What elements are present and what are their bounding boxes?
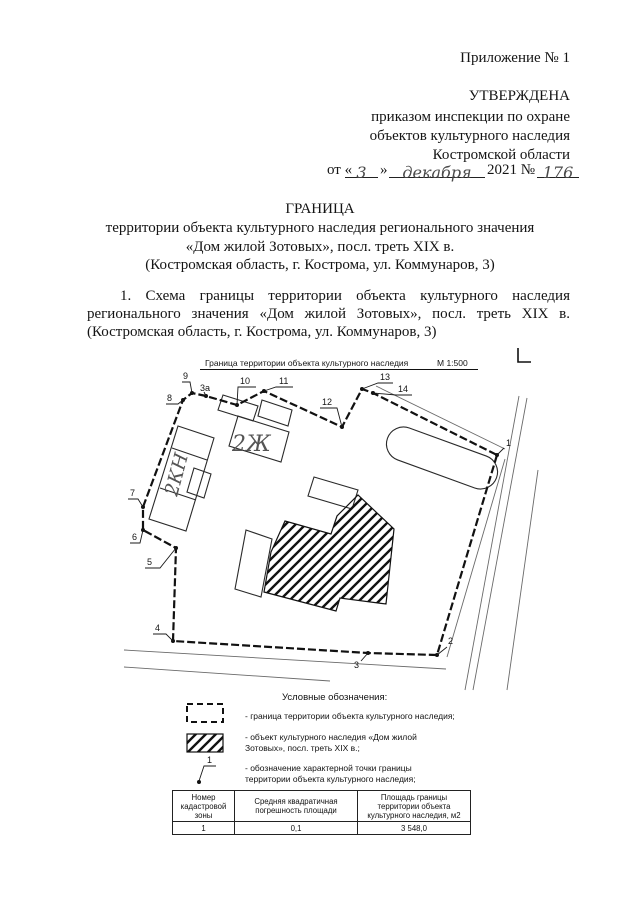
boundary-point-icon-dot: [197, 780, 201, 784]
point-label-13: 13: [380, 372, 391, 382]
date-close-quote: »: [380, 162, 388, 178]
heritage-territory-boundary: [143, 389, 497, 655]
point-label-11: 11: [279, 376, 289, 386]
legend-item-point-line-2: территории объекта культурного наследия;: [245, 773, 416, 784]
leader-4: [153, 634, 173, 641]
point-label-9: 9: [183, 371, 189, 381]
leader-11: [264, 387, 293, 391]
building-label-2kn: 2КН: [160, 450, 194, 499]
area-table: [172, 790, 471, 835]
cell-area-error: 0,1: [235, 822, 358, 835]
legend-item-boundary: - граница территории объекта культурного наследия;: [245, 711, 455, 721]
leader-3: [361, 653, 368, 661]
cell-zone-number: 1: [173, 822, 235, 835]
point-label-8: 8: [167, 393, 173, 403]
leader-13: [362, 383, 393, 389]
hatched-object-icon: [187, 734, 223, 752]
leader-7: [128, 499, 143, 507]
heritage-object-hatched: [264, 495, 394, 611]
date-prefix: от «: [327, 162, 353, 178]
map-scale: М 1:500: [437, 358, 468, 368]
section-1-line-3: (Костромская область, г. Кострома, ул. Коммунаров, 3): [87, 324, 437, 340]
dashed-boundary-icon: [187, 704, 223, 722]
boundary-point-icon: [197, 755, 216, 784]
order-line-1: приказом инспекции по охране: [371, 109, 570, 125]
driveway-loop: [382, 422, 503, 494]
legend-heading: Условные обозначения:: [282, 692, 388, 703]
appendix-label: Приложение № 1: [460, 50, 570, 66]
table-row: [173, 822, 471, 835]
building-annex: [187, 468, 211, 498]
table-header-row: [173, 791, 471, 822]
approval-heading: УТВЕРЖДЕНА: [468, 88, 570, 104]
point-label-10: 10: [240, 376, 251, 386]
point-label-7: 7: [130, 488, 136, 498]
map-title: Граница территории объекта культурного наследия: [205, 358, 409, 368]
point-label-12: 12: [322, 397, 333, 407]
point-labels: [130, 371, 511, 670]
order-line-3: Костромской области: [432, 147, 570, 163]
boundary-point-icon-label: 1: [207, 755, 213, 765]
date-year-number-label: 2021 №: [487, 162, 536, 178]
document-title: ГРАНИЦА: [285, 201, 355, 217]
header-area: Площадь границы территории объекта культурного наследия, м2: [358, 791, 471, 822]
date-day-handwritten: 3: [356, 163, 367, 182]
point-label-4: 4: [155, 623, 161, 633]
header-area-error: Средняя квадратичная погрешность площади: [235, 791, 358, 822]
header-zone-number: Номер кадастровой зоны: [173, 791, 235, 822]
point-label-14: 14: [398, 384, 409, 394]
legend-item-object-line-2: Зотовых», посл. треть XIX в.;: [245, 742, 360, 753]
boundary-points: [141, 387, 499, 657]
title-line-3: (Костромская область, г. Кострома, ул. Коммунаров, 3): [145, 257, 495, 273]
leader-9: [182, 382, 192, 393]
point-label-5: 5: [147, 557, 153, 567]
title-line-1: территории объекта культурного наследия регионального значения: [105, 220, 535, 236]
legend-item-point-line-1: - обозначение характерной точки границы: [245, 763, 412, 773]
grid-corner-mark: [518, 348, 531, 362]
legend-item-object-line-1: - объект культурного наследия «Дом жилой: [245, 732, 417, 742]
point-label-1: 1: [506, 438, 512, 448]
street-line: [124, 667, 330, 681]
leader-1: [497, 448, 504, 455]
cell-area: 3 548,0: [358, 822, 471, 835]
point-label-3a: 3а: [200, 383, 211, 393]
building-label-2zh: 2Ж: [232, 432, 271, 457]
boundary-point-icon-leader: [199, 766, 216, 781]
date-month-handwritten: декабря: [402, 163, 472, 182]
point-label-3: 3: [354, 660, 360, 670]
building-shed: [258, 400, 292, 426]
road-edge-line: [507, 470, 538, 690]
point-label-6: 6: [132, 532, 138, 542]
title-line-2: «Дом жилой Зотовых», посл. треть XIX в.: [185, 239, 455, 255]
order-line-2: объектов культурного наследия: [369, 128, 570, 144]
road-edge-line: [473, 398, 527, 690]
section-1-line-1: 1. Схема границы территории объекта культурного наследия: [120, 288, 570, 304]
point-label-2: 2: [448, 636, 454, 646]
buildings: [149, 395, 502, 611]
section-1-line-2: регионального значения «Дом жилой Зотовых», посл. треть XIX в.: [87, 306, 570, 322]
order-number-handwritten: 176: [542, 163, 574, 182]
